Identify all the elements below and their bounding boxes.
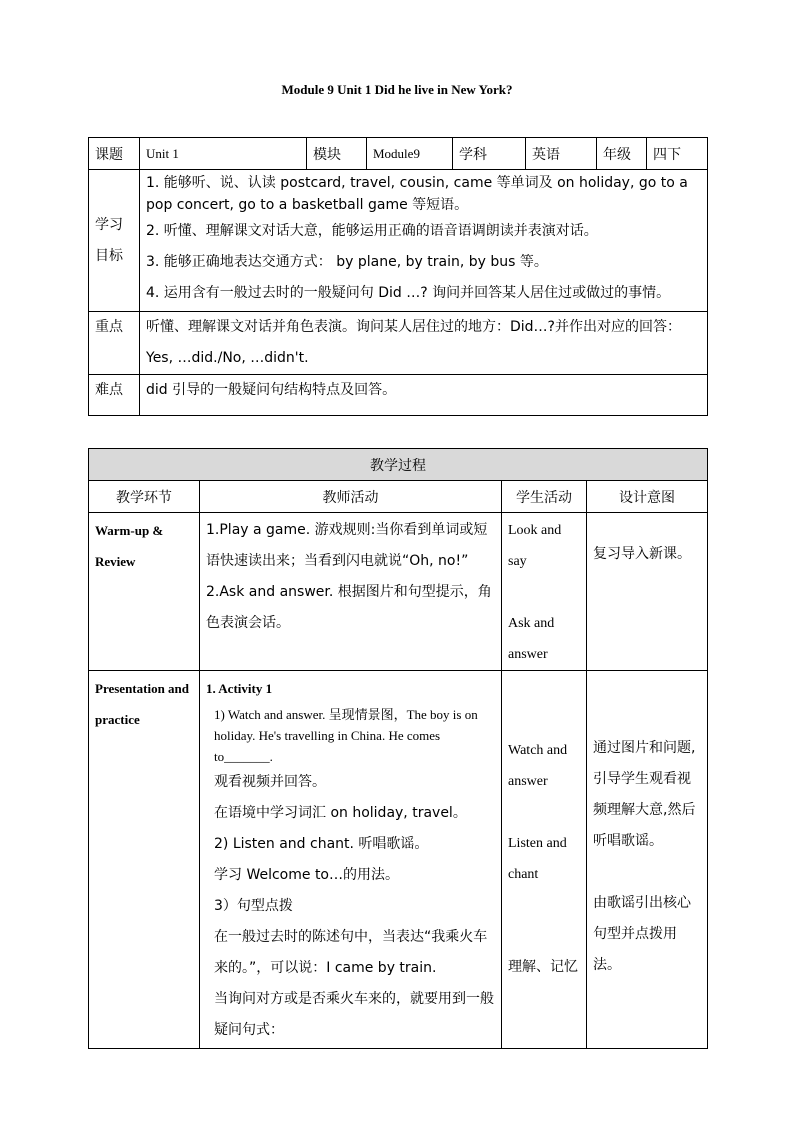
difficult-text: did 引导的一般疑问句结构特点及回答。 — [140, 375, 708, 416]
presentation-row — [89, 671, 708, 1049]
process-header-row — [89, 449, 708, 481]
goal-2: 2. 听懂、理解课文对话大意，能够运用正确的语音语调朗读并表演对话。 — [146, 223, 598, 239]
col-teacher: 教师活动 — [200, 481, 502, 513]
value-topic: Unit 1 — [140, 138, 307, 170]
presentation-line-6: 3）句型点拨 — [214, 898, 293, 914]
presentation-line-8: 当询问对方或是否乘火车来的，就要用到一般疑问句式： — [214, 991, 494, 1038]
goals-row — [89, 170, 708, 312]
col-intent: 设计意图 — [587, 481, 708, 513]
label-subject: 学科 — [453, 138, 526, 170]
presentation-intent-2: 由歌谣引出核心句型并点拨用法。 — [593, 895, 691, 973]
process-columns-row — [89, 481, 708, 513]
label-difficult: 难点 — [89, 375, 140, 416]
key-points-row — [89, 312, 708, 375]
presentation-intent-1: 通过图片和问题,引导学生观看视频理解大意,然后听唱歌谣。 — [593, 740, 696, 849]
goal-1: 1. 能够听、说、认读 postcard, travel, cousin, came 等单词及 on holiday, go to a pop concert, go to a basketball game 等短语。 — [146, 175, 688, 213]
presentation-heading: 1. Activity 1 — [206, 681, 273, 696]
value-subject: 英语 — [526, 138, 597, 170]
goal-3: 3. 能够正确地表达交通方式： by plane, by train, by bus 等。 — [146, 254, 548, 270]
label-module: 模块 — [307, 138, 367, 170]
lesson-info-table — [88, 137, 708, 416]
label-key: 重点 — [89, 312, 140, 375]
difficult-points-row — [89, 375, 708, 416]
presentation-line-5: 学习 Welcome to…的用法。 — [214, 867, 399, 883]
goal-4: 4. 运用含有一般过去时的一般疑问句 Did …? 询问并回答某人居住过或做过的事情。 — [146, 285, 671, 301]
warmup-student-2: Ask and answer — [508, 616, 555, 662]
presentation-line-2: 观看视频并回答。 — [214, 774, 326, 790]
presentation-line-3: 在语境中学习词汇 on holiday, travel。 — [214, 805, 467, 821]
page-title: Module 9 Unit 1 Did he live in New York? — [281, 82, 513, 97]
presentation-student-2: Listen and chant — [508, 836, 567, 882]
presentation-line-1: 1) Watch and answer. 呈现情景图，The boy is on holiday. He's travelling in China. He comes to_______. — [214, 707, 478, 764]
value-module: Module9 — [367, 138, 453, 170]
label-grade: 年级 — [597, 138, 647, 170]
warmup-activity-2: 2.Ask and answer. 根据图片和句型提示，角色表演会话。 — [206, 584, 492, 631]
process-header: 教学过程 — [89, 449, 708, 481]
label-goals: 学习目标 — [89, 170, 140, 312]
warmup-student-1: Look and say — [508, 523, 562, 569]
warmup-row — [89, 513, 708, 671]
value-grade: 四下 — [647, 138, 708, 170]
key-text: 听懂、理解课文对话并角色表演。询问某人居住过的地方：Did…?并作出对应的回答：Yes, …did./No, …didn't. — [140, 312, 708, 375]
col-student: 学生活动 — [502, 481, 587, 513]
presentation-line-7: 在一般过去时的陈述句中，当表达“我乘火车来的。”，可以说：I came by train. — [214, 929, 488, 976]
process-table — [88, 448, 708, 1049]
col-stage: 教学环节 — [89, 481, 200, 513]
warmup-activity-1: 1.Play a game. 游戏规则:当你看到单词或短语快速读出来；当看到闪电就说“Oh, no!” — [206, 522, 488, 569]
presentation-student-3: 理解、记忆 — [508, 959, 578, 975]
warmup-intent: 复习导入新课。 — [587, 513, 708, 671]
label-topic: 课题 — [89, 138, 140, 170]
stage-warmup: Warm-up & Review — [89, 513, 200, 671]
presentation-line-4: 2) Listen and chant. 听唱歌谣。 — [214, 836, 429, 852]
stage-presentation: Presentation and practice — [89, 671, 200, 1049]
presentation-student-1: Watch and answer — [508, 743, 568, 789]
info-row — [89, 138, 708, 170]
